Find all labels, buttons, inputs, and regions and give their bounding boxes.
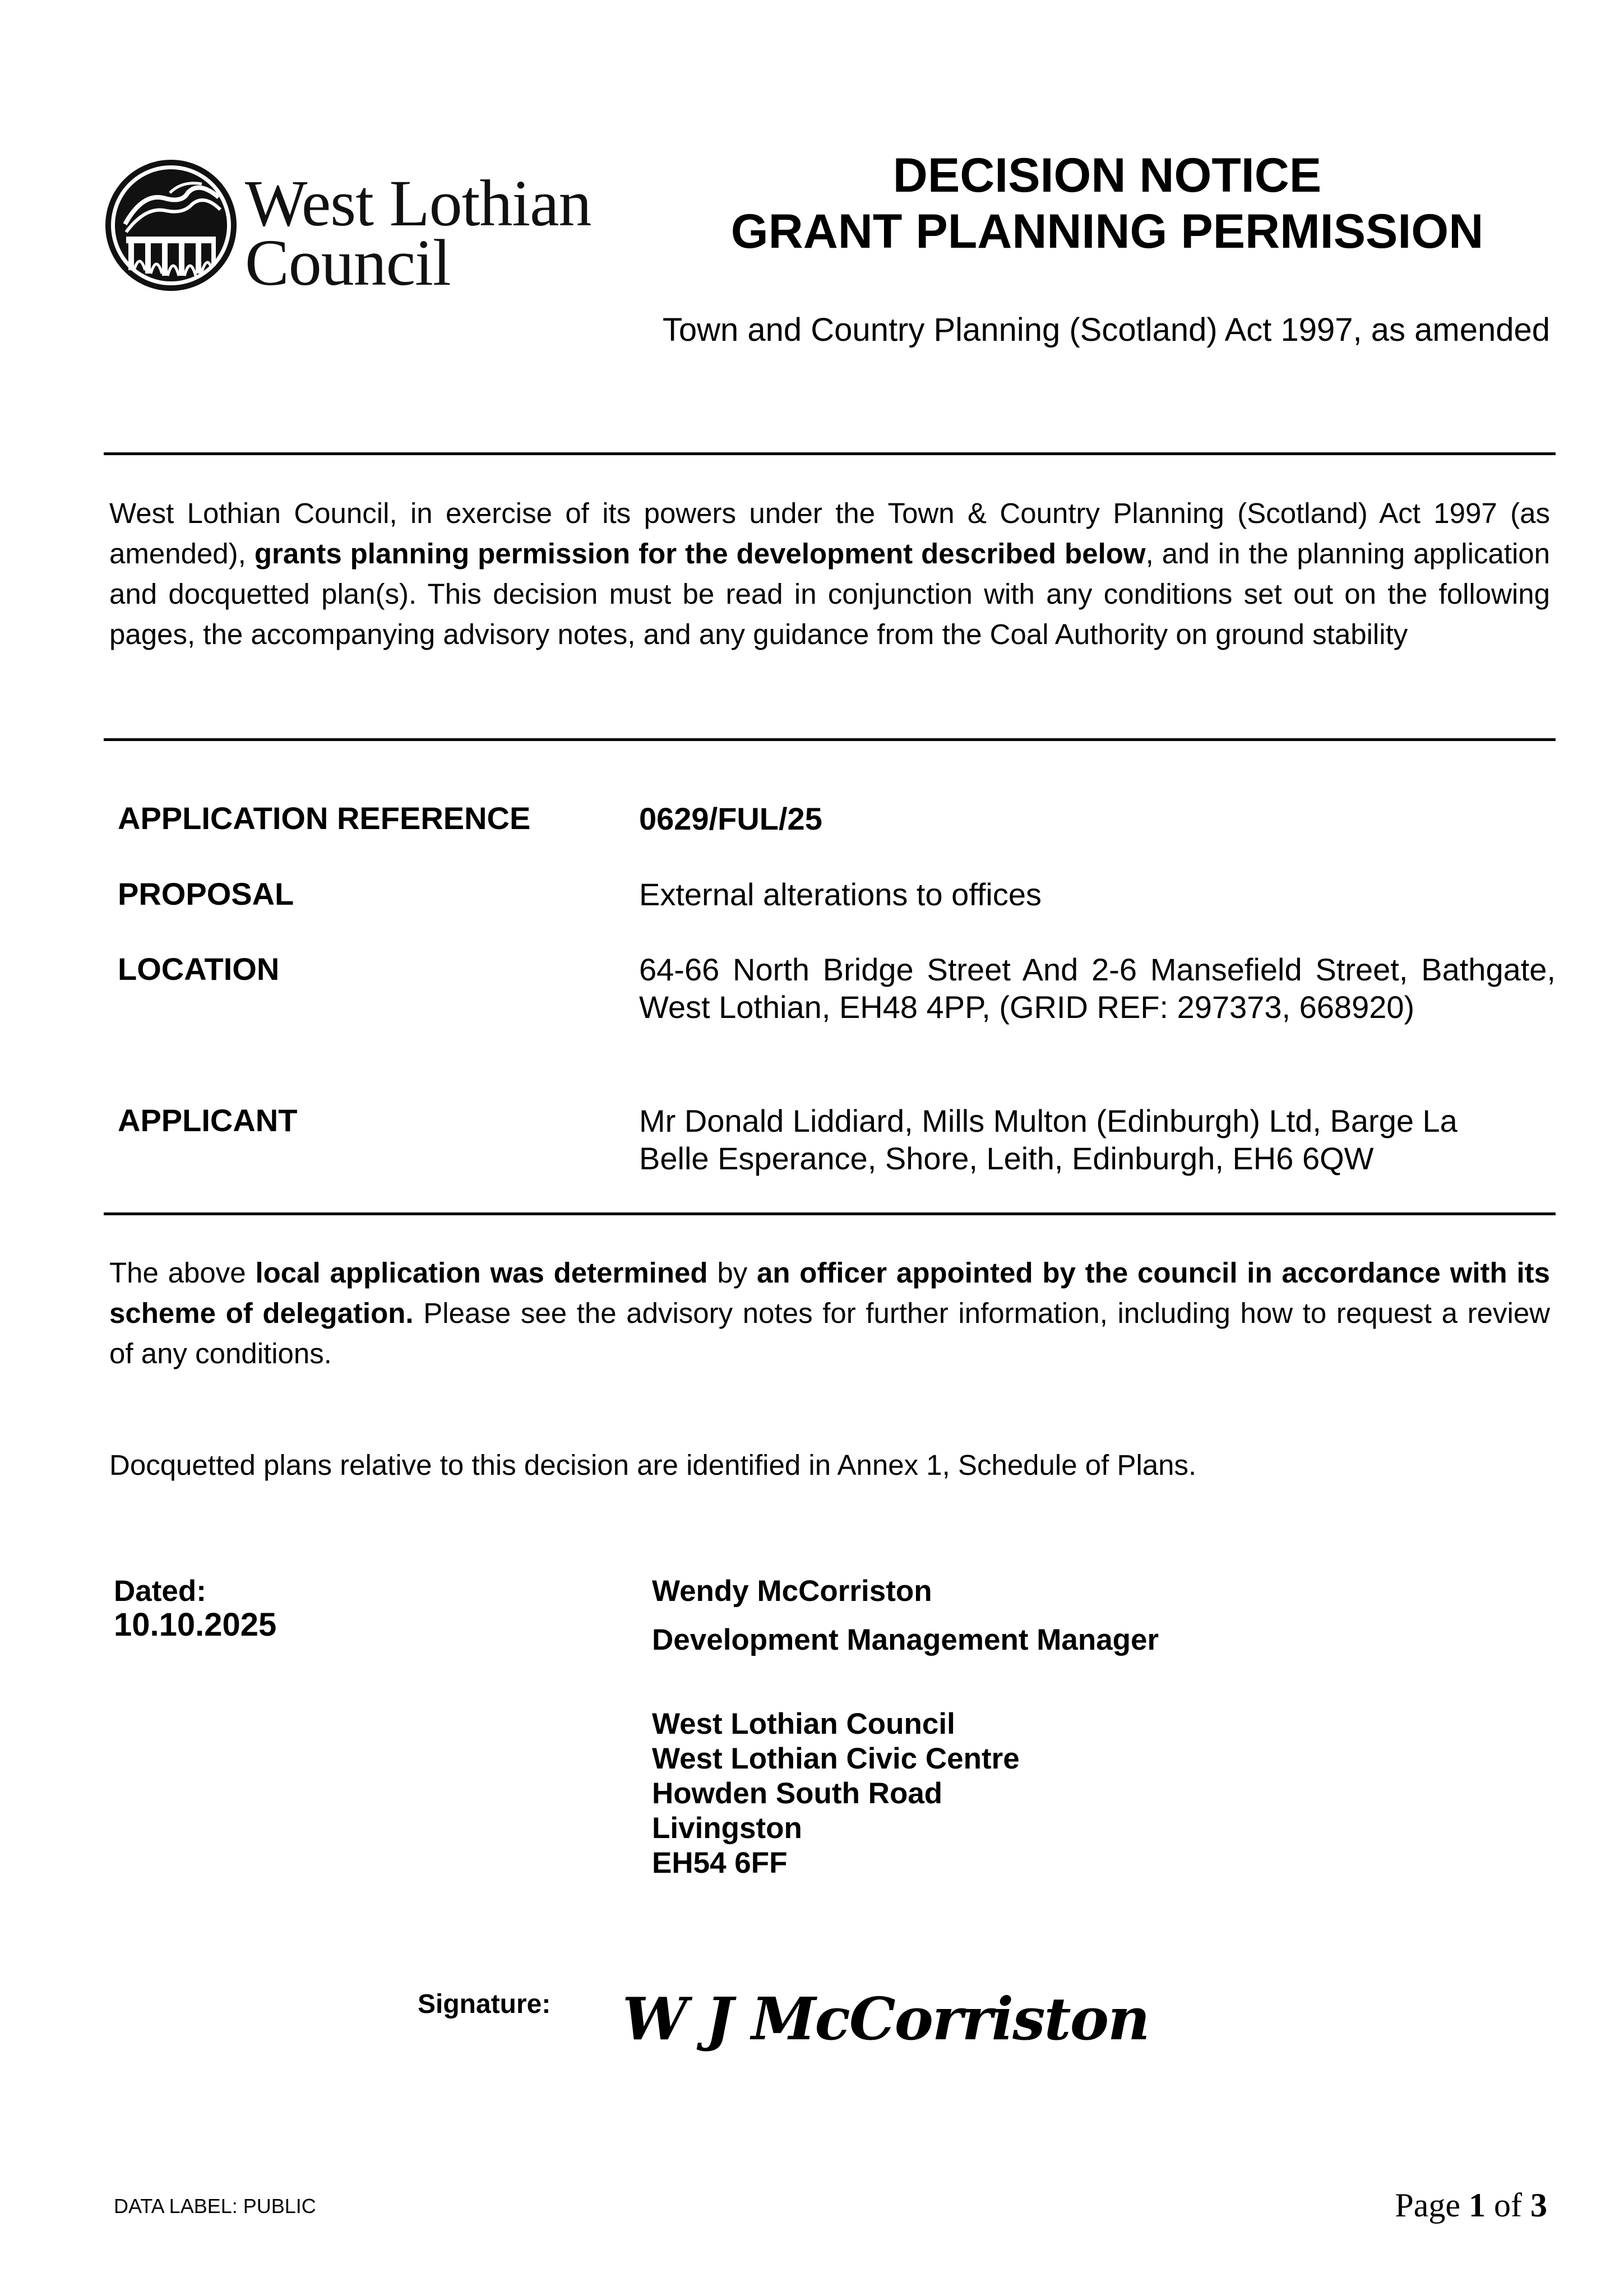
address-line: West Lothian Civic Centre (652, 1742, 1020, 1775)
page-title-line2: GRANT PLANNING PERMISSION (730, 205, 1484, 258)
det-bold: local application was determined (255, 1257, 708, 1289)
council-logo (104, 158, 608, 298)
address-line: Howden South Road (652, 1777, 943, 1810)
det-bold: an officer appointed by the council in accordance with its scheme of delegation. (109, 1257, 1550, 1329)
officer-name: Wendy McCorriston (652, 1575, 932, 1608)
page-current: 1 (1469, 2187, 1486, 2224)
divider (104, 452, 1556, 455)
applicant-line: Belle Esperance, Shore, Leith, Edinburgh, EH6 6QW (639, 1141, 1374, 1176)
dated-value: 10.10.2025 (114, 1607, 277, 1643)
address-line: Livingston (652, 1812, 802, 1845)
page-mid: of (1486, 2187, 1530, 2224)
location-value: 64-66 North Bridge Street And 2-6 Mansefield Street, Bathgate, West Lothian, EH48 4PP, (GRID REF: 297373, 668920) (639, 952, 1556, 1025)
council-address (652, 1707, 1020, 1881)
handwritten-signature: W J McCorriston (622, 1984, 1149, 2053)
dated-label: Dated: (114, 1575, 206, 1608)
signature-label: Signature: (418, 1989, 551, 2019)
page-total: 3 (1530, 2187, 1547, 2224)
data-label: DATA LABEL: PUBLIC (114, 2195, 316, 2218)
page-prefix: Page (1395, 2187, 1469, 2224)
address-line: West Lothian Council (652, 1707, 955, 1740)
application-reference-value: 0629/FUL/25 (639, 801, 822, 836)
logo-wordmark-line2: Council (245, 226, 451, 299)
address-line: EH54 6FF (652, 1846, 788, 1880)
applicant-line: Mr Donald Liddiard, Mills Multon (Edinburgh) Ltd, Barge La (639, 1103, 1458, 1138)
det-text: Please see the advisory notes for further information, including how to request a review of any conditions. (109, 1297, 1551, 1369)
divider (104, 1212, 1556, 1215)
page-number (1379, 2186, 1547, 2225)
applicant-label: APPLICANT (118, 1103, 298, 1138)
determination-paragraph (109, 1253, 1550, 1374)
proposal-label: PROPOSAL (118, 876, 294, 911)
intro-text: West Lothian Council, in exercise of its powers under the Town & Country Planning (Scotland) Act 1997 (as amended), (109, 497, 1550, 570)
intro-text-cont: , and in the planning application and docquetted plan(s). This decision must be read in conjunction with any conditions set out on the following pages, the accompanying advisory notes, and any guidance from the Coal Authority on ground stability (109, 538, 1551, 650)
act-subtitle: Town and Country Planning (Scotland) Act 1997, as amended (662, 312, 1550, 348)
applicant-value (639, 1102, 1556, 1177)
det-text: The above (109, 1257, 256, 1289)
application-reference-label: APPLICATION REFERENCE (118, 800, 531, 836)
divider (104, 738, 1556, 741)
logo-wordmark-line1: West Lothian (245, 166, 591, 240)
det-text: by (707, 1257, 757, 1289)
location-label: LOCATION (118, 951, 280, 987)
proposal-value: External alterations to offices (639, 877, 1042, 912)
intro-paragraph (109, 493, 1550, 655)
docquetted-plans-note: Docquetted plans relative to this decision are identified in Annex 1, Schedule of Plans. (109, 1449, 1197, 1481)
page-title-line1: DECISION NOTICE (892, 149, 1322, 202)
council-crest-icon (104, 158, 238, 293)
intro-bold-text: grants planning permission for the development described below (254, 538, 1146, 570)
officer-role: Development Management Manager (652, 1623, 1159, 1656)
